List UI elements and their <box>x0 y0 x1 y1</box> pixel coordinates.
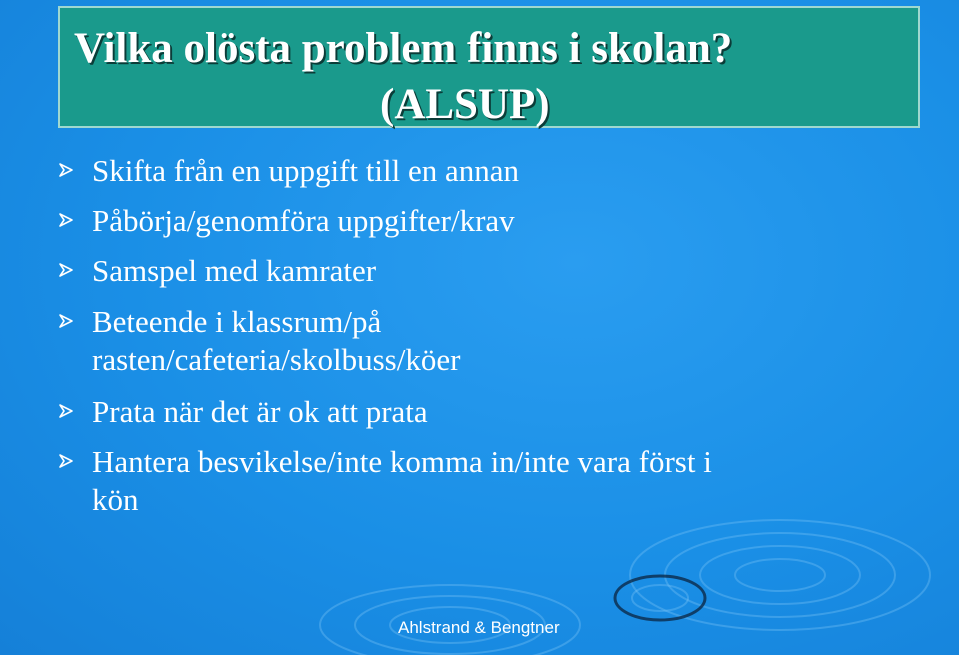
list-item-line: rasten/cafeteria/skolbuss/köer <box>92 342 461 377</box>
arrowhead-icon <box>58 403 74 419</box>
list-item-text <box>92 303 892 379</box>
list-item-line: Hantera besvikelse/inte komma in/inte vara först i <box>92 444 712 479</box>
arrowhead-icon <box>58 162 74 178</box>
list-item-line: kön <box>92 482 139 517</box>
list-item-text <box>92 443 892 519</box>
list-item-line: Beteende i klassrum/på <box>92 304 382 339</box>
arrowhead-icon <box>58 313 74 329</box>
list-item-line: Skifta från en uppgift till en annan <box>92 153 519 188</box>
list-item-line: Påbörja/genomföra uppgifter/krav <box>92 203 515 238</box>
list-item-line: Samspel med kamrater <box>92 253 377 288</box>
slide-subtitle: (ALSUP) <box>380 81 550 128</box>
arrowhead-icon <box>58 212 74 228</box>
arrowhead-icon <box>58 262 74 278</box>
footer-credit: Ahlstrand & Bengtner <box>398 618 560 637</box>
list-item-text <box>92 252 892 290</box>
list-item-line: Prata när det är ok att prata <box>92 394 428 429</box>
slide-title: Vilka olösta problem finns i skolan? <box>74 25 733 72</box>
arrowhead-icon <box>58 453 74 469</box>
list-item-text <box>92 152 892 190</box>
list-item-text <box>92 202 892 240</box>
list-item-text <box>92 393 892 431</box>
